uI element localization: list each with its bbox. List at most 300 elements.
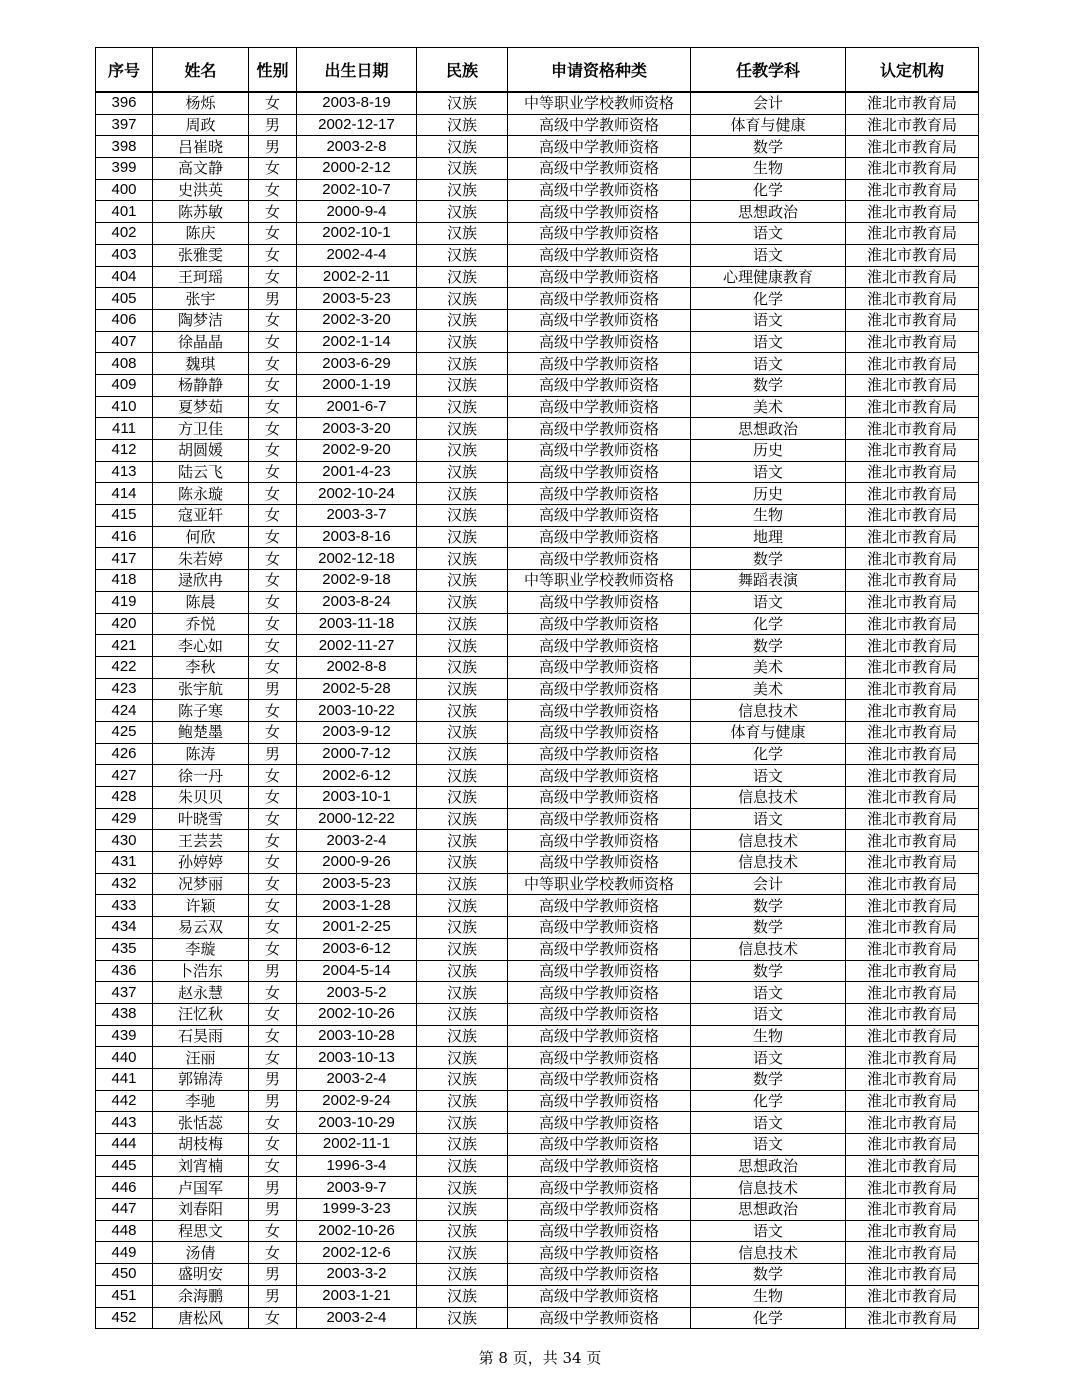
authority-cell: 淮北市教育局 <box>846 1090 979 1112</box>
serial-cell: 418 <box>96 570 153 592</box>
qualification-type-cell: 高级中学教师资格 <box>508 635 691 657</box>
gender-cell: 男 <box>249 1090 297 1112</box>
serial-cell: 426 <box>96 743 153 765</box>
birthdate-cell: 2002-11-27 <box>297 635 417 657</box>
subject-cell: 历史 <box>691 483 846 505</box>
gender-cell: 女 <box>249 331 297 353</box>
gender-cell: 女 <box>249 1242 297 1264</box>
serial-cell: 411 <box>96 418 153 440</box>
name-cell: 汤倩 <box>153 1242 249 1264</box>
qualification-type-cell: 高级中学教师资格 <box>508 1068 691 1090</box>
header-cell-name: 姓名 <box>153 48 249 93</box>
qualification-type-cell: 高级中学教师资格 <box>508 396 691 418</box>
gender-cell: 男 <box>249 114 297 136</box>
authority-cell: 淮北市教育局 <box>846 158 979 180</box>
header-row <box>96 48 979 93</box>
serial-cell: 446 <box>96 1177 153 1199</box>
serial-cell: 410 <box>96 396 153 418</box>
ethnicity-cell: 汉族 <box>417 461 508 483</box>
name-cell: 唐松风 <box>153 1307 249 1329</box>
table-row <box>96 808 979 830</box>
subject-cell: 数学 <box>691 1068 846 1090</box>
serial-cell: 420 <box>96 613 153 635</box>
authority-cell: 淮北市教育局 <box>846 483 979 505</box>
subject-cell: 思想政治 <box>691 1199 846 1221</box>
name-cell: 王珂瑶 <box>153 266 249 288</box>
subject-cell: 语文 <box>691 1047 846 1069</box>
serial-cell: 423 <box>96 678 153 700</box>
serial-cell: 432 <box>96 873 153 895</box>
ethnicity-cell: 汉族 <box>417 114 508 136</box>
authority-cell: 淮北市教育局 <box>846 1285 979 1307</box>
authority-cell: 淮北市教育局 <box>846 570 979 592</box>
table-row <box>96 136 979 158</box>
table-row <box>96 960 979 982</box>
subject-cell: 数学 <box>691 1264 846 1286</box>
gender-cell: 男 <box>249 960 297 982</box>
name-cell: 赵永慧 <box>153 982 249 1004</box>
gender-cell: 女 <box>249 830 297 852</box>
gender-cell: 女 <box>249 895 297 917</box>
subject-cell: 信息技术 <box>691 787 846 809</box>
subject-cell: 信息技术 <box>691 830 846 852</box>
ethnicity-cell: 汉族 <box>417 656 508 678</box>
subject-cell: 语文 <box>691 1134 846 1156</box>
name-cell: 陈涛 <box>153 743 249 765</box>
name-cell: 叶晓雪 <box>153 808 249 830</box>
serial-cell: 448 <box>96 1220 153 1242</box>
ethnicity-cell: 汉族 <box>417 223 508 245</box>
qualification-type-cell: 高级中学教师资格 <box>508 1220 691 1242</box>
name-cell: 夏梦茹 <box>153 396 249 418</box>
serial-cell: 428 <box>96 787 153 809</box>
serial-cell: 440 <box>96 1047 153 1069</box>
authority-cell: 淮北市教育局 <box>846 982 979 1004</box>
authority-cell: 淮北市教育局 <box>846 440 979 462</box>
ethnicity-cell: 汉族 <box>417 960 508 982</box>
subject-cell: 会计 <box>691 873 846 895</box>
ethnicity-cell: 汉族 <box>417 743 508 765</box>
table-row <box>96 374 979 396</box>
name-cell: 寇亚轩 <box>153 505 249 527</box>
ethnicity-cell: 汉族 <box>417 505 508 527</box>
gender-cell: 女 <box>249 787 297 809</box>
birthdate-cell: 2000-1-19 <box>297 374 417 396</box>
header-cell-gender: 性别 <box>249 48 297 93</box>
qualification-type-cell: 高级中学教师资格 <box>508 1134 691 1156</box>
table-row <box>96 1177 979 1199</box>
gender-cell: 女 <box>249 700 297 722</box>
birthdate-cell: 2000-2-12 <box>297 158 417 180</box>
serial-cell: 451 <box>96 1285 153 1307</box>
qualification-type-cell: 高级中学教师资格 <box>508 158 691 180</box>
authority-cell: 淮北市教育局 <box>846 331 979 353</box>
gender-cell: 女 <box>249 353 297 375</box>
subject-cell: 心理健康教育 <box>691 266 846 288</box>
serial-cell: 443 <box>96 1112 153 1134</box>
name-cell: 况梦丽 <box>153 873 249 895</box>
subject-cell: 信息技术 <box>691 1242 846 1264</box>
birthdate-cell: 2003-6-29 <box>297 353 417 375</box>
birthdate-cell: 2002-10-26 <box>297 1220 417 1242</box>
authority-cell: 淮北市教育局 <box>846 223 979 245</box>
name-cell: 张雅雯 <box>153 244 249 266</box>
subject-cell: 化学 <box>691 743 846 765</box>
subject-cell: 语文 <box>691 1220 846 1242</box>
ethnicity-cell: 汉族 <box>417 1285 508 1307</box>
table-row <box>96 982 979 1004</box>
ethnicity-cell: 汉族 <box>417 700 508 722</box>
qualification-type-cell: 高级中学教师资格 <box>508 1003 691 1025</box>
gender-cell: 女 <box>249 1025 297 1047</box>
gender-cell: 女 <box>249 656 297 678</box>
gender-cell: 女 <box>249 179 297 201</box>
birthdate-cell: 2003-10-22 <box>297 700 417 722</box>
birthdate-cell: 2002-5-28 <box>297 678 417 700</box>
authority-cell: 淮北市教育局 <box>846 743 979 765</box>
header-cell-ethnicity: 民族 <box>417 48 508 93</box>
name-cell: 鲍楚墨 <box>153 721 249 743</box>
authority-cell: 淮北市教育局 <box>846 1220 979 1242</box>
subject-cell: 历史 <box>691 440 846 462</box>
birthdate-cell: 2003-5-23 <box>297 873 417 895</box>
subject-cell: 体育与健康 <box>691 721 846 743</box>
qualification-type-cell: 高级中学教师资格 <box>508 982 691 1004</box>
gender-cell: 女 <box>249 852 297 874</box>
subject-cell: 化学 <box>691 1307 846 1329</box>
ethnicity-cell: 汉族 <box>417 938 508 960</box>
subject-cell: 语文 <box>691 1112 846 1134</box>
name-cell: 乔悦 <box>153 613 249 635</box>
table-row <box>96 1220 979 1242</box>
table-row <box>96 852 979 874</box>
ethnicity-cell: 汉族 <box>417 331 508 353</box>
ethnicity-cell: 汉族 <box>417 721 508 743</box>
table-row <box>96 830 979 852</box>
authority-cell: 淮北市教育局 <box>846 418 979 440</box>
qualification-type-cell: 高级中学教师资格 <box>508 1285 691 1307</box>
ethnicity-cell: 汉族 <box>417 266 508 288</box>
authority-cell: 淮北市教育局 <box>846 917 979 939</box>
ethnicity-cell: 汉族 <box>417 374 508 396</box>
qualification-type-cell: 高级中学教师资格 <box>508 938 691 960</box>
ethnicity-cell: 汉族 <box>417 1242 508 1264</box>
serial-cell: 425 <box>96 721 153 743</box>
serial-cell: 434 <box>96 917 153 939</box>
subject-cell: 美术 <box>691 396 846 418</box>
gender-cell: 女 <box>249 92 297 114</box>
qualification-type-cell: 高级中学教师资格 <box>508 1307 691 1329</box>
gender-cell: 男 <box>249 136 297 158</box>
name-cell: 李璇 <box>153 938 249 960</box>
subject-cell: 化学 <box>691 288 846 310</box>
ethnicity-cell: 汉族 <box>417 1112 508 1134</box>
gender-cell: 女 <box>249 244 297 266</box>
gender-cell: 男 <box>249 1199 297 1221</box>
authority-cell: 淮北市教育局 <box>846 830 979 852</box>
qualification-type-cell: 中等职业学校教师资格 <box>508 873 691 895</box>
qualification-type-cell: 高级中学教师资格 <box>508 1090 691 1112</box>
qualification-type-cell: 高级中学教师资格 <box>508 136 691 158</box>
serial-cell: 419 <box>96 591 153 613</box>
gender-cell: 女 <box>249 396 297 418</box>
gender-cell: 女 <box>249 1307 297 1329</box>
name-cell: 汪忆秋 <box>153 1003 249 1025</box>
table-row <box>96 92 979 114</box>
authority-cell: 淮北市教育局 <box>846 1003 979 1025</box>
birthdate-cell: 2000-7-12 <box>297 743 417 765</box>
birthdate-cell: 2002-2-11 <box>297 266 417 288</box>
authority-cell: 淮北市教育局 <box>846 1047 979 1069</box>
birthdate-cell: 2002-8-8 <box>297 656 417 678</box>
birthdate-cell: 2003-6-12 <box>297 938 417 960</box>
ethnicity-cell: 汉族 <box>417 1220 508 1242</box>
authority-cell: 淮北市教育局 <box>846 765 979 787</box>
qualification-type-cell: 高级中学教师资格 <box>508 266 691 288</box>
birthdate-cell: 2003-9-7 <box>297 1177 417 1199</box>
gender-cell: 男 <box>249 288 297 310</box>
ethnicity-cell: 汉族 <box>417 765 508 787</box>
birthdate-cell: 2002-10-1 <box>297 223 417 245</box>
table-row <box>96 114 979 136</box>
serial-cell: 447 <box>96 1199 153 1221</box>
qualification-type-cell: 高级中学教师资格 <box>508 808 691 830</box>
birthdate-cell: 2001-2-25 <box>297 917 417 939</box>
name-cell: 高文静 <box>153 158 249 180</box>
authority-cell: 淮北市教育局 <box>846 353 979 375</box>
name-cell: 何欣 <box>153 526 249 548</box>
name-cell: 郭锦涛 <box>153 1068 249 1090</box>
gender-cell: 女 <box>249 613 297 635</box>
name-cell: 朱若婷 <box>153 548 249 570</box>
gender-cell: 女 <box>249 374 297 396</box>
gender-cell: 女 <box>249 440 297 462</box>
subject-cell: 信息技术 <box>691 1177 846 1199</box>
authority-cell: 淮北市教育局 <box>846 656 979 678</box>
name-cell: 刘宵楠 <box>153 1155 249 1177</box>
table-row <box>96 613 979 635</box>
authority-cell: 淮北市教育局 <box>846 1068 979 1090</box>
subject-cell: 生物 <box>691 1285 846 1307</box>
name-cell: 陈晨 <box>153 591 249 613</box>
birthdate-cell: 2003-1-28 <box>297 895 417 917</box>
header-cell-serial: 序号 <box>96 48 153 93</box>
serial-cell: 439 <box>96 1025 153 1047</box>
authority-cell: 淮北市教育局 <box>846 960 979 982</box>
gender-cell: 女 <box>249 570 297 592</box>
birthdate-cell: 2002-10-24 <box>297 483 417 505</box>
ethnicity-cell: 汉族 <box>417 613 508 635</box>
serial-cell: 424 <box>96 700 153 722</box>
authority-cell: 淮北市教育局 <box>846 1264 979 1286</box>
gender-cell: 女 <box>249 721 297 743</box>
authority-cell: 淮北市教育局 <box>846 1134 979 1156</box>
qualification-type-cell: 高级中学教师资格 <box>508 548 691 570</box>
ethnicity-cell: 汉族 <box>417 244 508 266</box>
qualification-type-cell: 高级中学教师资格 <box>508 830 691 852</box>
qualification-type-cell: 高级中学教师资格 <box>508 960 691 982</box>
birthdate-cell: 2002-9-20 <box>297 440 417 462</box>
ethnicity-cell: 汉族 <box>417 1025 508 1047</box>
name-cell: 魏琪 <box>153 353 249 375</box>
gender-cell: 女 <box>249 505 297 527</box>
serial-cell: 401 <box>96 201 153 223</box>
qualification-type-cell: 高级中学教师资格 <box>508 1242 691 1264</box>
ethnicity-cell: 汉族 <box>417 201 508 223</box>
header-cell-birthdate: 出生日期 <box>297 48 417 93</box>
subject-cell: 美术 <box>691 656 846 678</box>
ethnicity-cell: 汉族 <box>417 418 508 440</box>
serial-cell: 452 <box>96 1307 153 1329</box>
name-cell: 史洪英 <box>153 179 249 201</box>
subject-cell: 语文 <box>691 982 846 1004</box>
name-cell: 杨烁 <box>153 92 249 114</box>
subject-cell: 体育与健康 <box>691 114 846 136</box>
name-cell: 李心如 <box>153 635 249 657</box>
table-row <box>96 591 979 613</box>
table-row <box>96 1285 979 1307</box>
table-row <box>96 179 979 201</box>
gender-cell: 女 <box>249 591 297 613</box>
birthdate-cell: 1999-3-23 <box>297 1199 417 1221</box>
serial-cell: 397 <box>96 114 153 136</box>
name-cell: 陶梦洁 <box>153 309 249 331</box>
serial-cell: 417 <box>96 548 153 570</box>
ethnicity-cell: 汉族 <box>417 158 508 180</box>
subject-cell: 数学 <box>691 635 846 657</box>
qualification-type-cell: 高级中学教师资格 <box>508 418 691 440</box>
subject-cell: 语文 <box>691 244 846 266</box>
qualification-type-cell: 高级中学教师资格 <box>508 288 691 310</box>
qualification-type-cell: 高级中学教师资格 <box>508 461 691 483</box>
birthdate-cell: 2002-6-12 <box>297 765 417 787</box>
birthdate-cell: 2003-8-24 <box>297 591 417 613</box>
birthdate-cell: 2003-5-2 <box>297 982 417 1004</box>
birthdate-cell: 2002-12-17 <box>297 114 417 136</box>
birthdate-cell: 2003-3-2 <box>297 1264 417 1286</box>
subject-cell: 化学 <box>691 179 846 201</box>
subject-cell: 语文 <box>691 808 846 830</box>
table-body <box>96 92 979 1329</box>
page-footer: 第 8 页，共 34 页 <box>478 1349 602 1367</box>
authority-cell: 淮北市教育局 <box>846 700 979 722</box>
ethnicity-cell: 汉族 <box>417 309 508 331</box>
birthdate-cell: 2003-10-29 <box>297 1112 417 1134</box>
serial-cell: 444 <box>96 1134 153 1156</box>
name-cell: 孙婷婷 <box>153 852 249 874</box>
table-row <box>96 1134 979 1156</box>
authority-cell: 淮北市教育局 <box>846 179 979 201</box>
gender-cell: 女 <box>249 938 297 960</box>
serial-cell: 445 <box>96 1155 153 1177</box>
serial-cell: 421 <box>96 635 153 657</box>
authority-cell: 淮北市教育局 <box>846 635 979 657</box>
qualification-type-cell: 高级中学教师资格 <box>508 787 691 809</box>
gender-cell: 女 <box>249 548 297 570</box>
table-row <box>96 895 979 917</box>
ethnicity-cell: 汉族 <box>417 483 508 505</box>
header-cell-qualification-type: 申请资格种类 <box>508 48 691 93</box>
gender-cell: 女 <box>249 526 297 548</box>
birthdate-cell: 2003-5-23 <box>297 288 417 310</box>
authority-cell: 淮北市教育局 <box>846 92 979 114</box>
ethnicity-cell: 汉族 <box>417 570 508 592</box>
authority-cell: 淮北市教育局 <box>846 721 979 743</box>
ethnicity-cell: 汉族 <box>417 353 508 375</box>
name-cell: 杨静静 <box>153 374 249 396</box>
gender-cell: 女 <box>249 223 297 245</box>
subject-cell: 会计 <box>691 92 846 114</box>
authority-cell: 淮北市教育局 <box>846 1025 979 1047</box>
gender-cell: 男 <box>249 1177 297 1199</box>
birthdate-cell: 2002-1-14 <box>297 331 417 353</box>
subject-cell: 语文 <box>691 331 846 353</box>
authority-cell: 淮北市教育局 <box>846 114 979 136</box>
name-cell: 陆云飞 <box>153 461 249 483</box>
subject-cell: 语文 <box>691 223 846 245</box>
birthdate-cell: 2002-12-18 <box>297 548 417 570</box>
ethnicity-cell: 汉族 <box>417 440 508 462</box>
authority-cell: 淮北市教育局 <box>846 201 979 223</box>
qualification-type-cell: 高级中学教师资格 <box>508 700 691 722</box>
qualification-type-cell: 高级中学教师资格 <box>508 483 691 505</box>
ethnicity-cell: 汉族 <box>417 1003 508 1025</box>
birthdate-cell: 2002-9-18 <box>297 570 417 592</box>
table-row <box>96 787 979 809</box>
birthdate-cell: 2002-12-6 <box>297 1242 417 1264</box>
qualification-type-cell: 高级中学教师资格 <box>508 440 691 462</box>
qualification-type-cell: 高级中学教师资格 <box>508 1025 691 1047</box>
birthdate-cell: 2003-10-13 <box>297 1047 417 1069</box>
table-row <box>96 244 979 266</box>
gender-cell: 女 <box>249 1112 297 1134</box>
name-cell: 陈永璇 <box>153 483 249 505</box>
name-cell: 周政 <box>153 114 249 136</box>
qualification-type-cell: 高级中学教师资格 <box>508 309 691 331</box>
serial-cell: 431 <box>96 852 153 874</box>
qualification-type-cell: 高级中学教师资格 <box>508 353 691 375</box>
serial-cell: 437 <box>96 982 153 1004</box>
gender-cell: 女 <box>249 873 297 895</box>
serial-cell: 450 <box>96 1264 153 1286</box>
serial-cell: 403 <box>96 244 153 266</box>
gender-cell: 男 <box>249 1285 297 1307</box>
authority-cell: 淮北市教育局 <box>846 1307 979 1329</box>
serial-cell: 413 <box>96 461 153 483</box>
authority-cell: 淮北市教育局 <box>846 396 979 418</box>
table-row <box>96 266 979 288</box>
authority-cell: 淮北市教育局 <box>846 1242 979 1264</box>
qualification-type-cell: 中等职业学校教师资格 <box>508 570 691 592</box>
name-cell: 陈苏敏 <box>153 201 249 223</box>
authority-cell: 淮北市教育局 <box>846 852 979 874</box>
name-cell: 张宇航 <box>153 678 249 700</box>
birthdate-cell: 2002-10-7 <box>297 179 417 201</box>
subject-cell: 信息技术 <box>691 852 846 874</box>
serial-cell: 430 <box>96 830 153 852</box>
serial-cell: 427 <box>96 765 153 787</box>
table-row <box>96 570 979 592</box>
serial-cell: 414 <box>96 483 153 505</box>
serial-cell: 438 <box>96 1003 153 1025</box>
authority-cell: 淮北市教育局 <box>846 1112 979 1134</box>
ethnicity-cell: 汉族 <box>417 92 508 114</box>
name-cell: 张宇 <box>153 288 249 310</box>
table-row <box>96 331 979 353</box>
subject-cell: 信息技术 <box>691 938 846 960</box>
table-row <box>96 201 979 223</box>
subject-cell: 语文 <box>691 591 846 613</box>
